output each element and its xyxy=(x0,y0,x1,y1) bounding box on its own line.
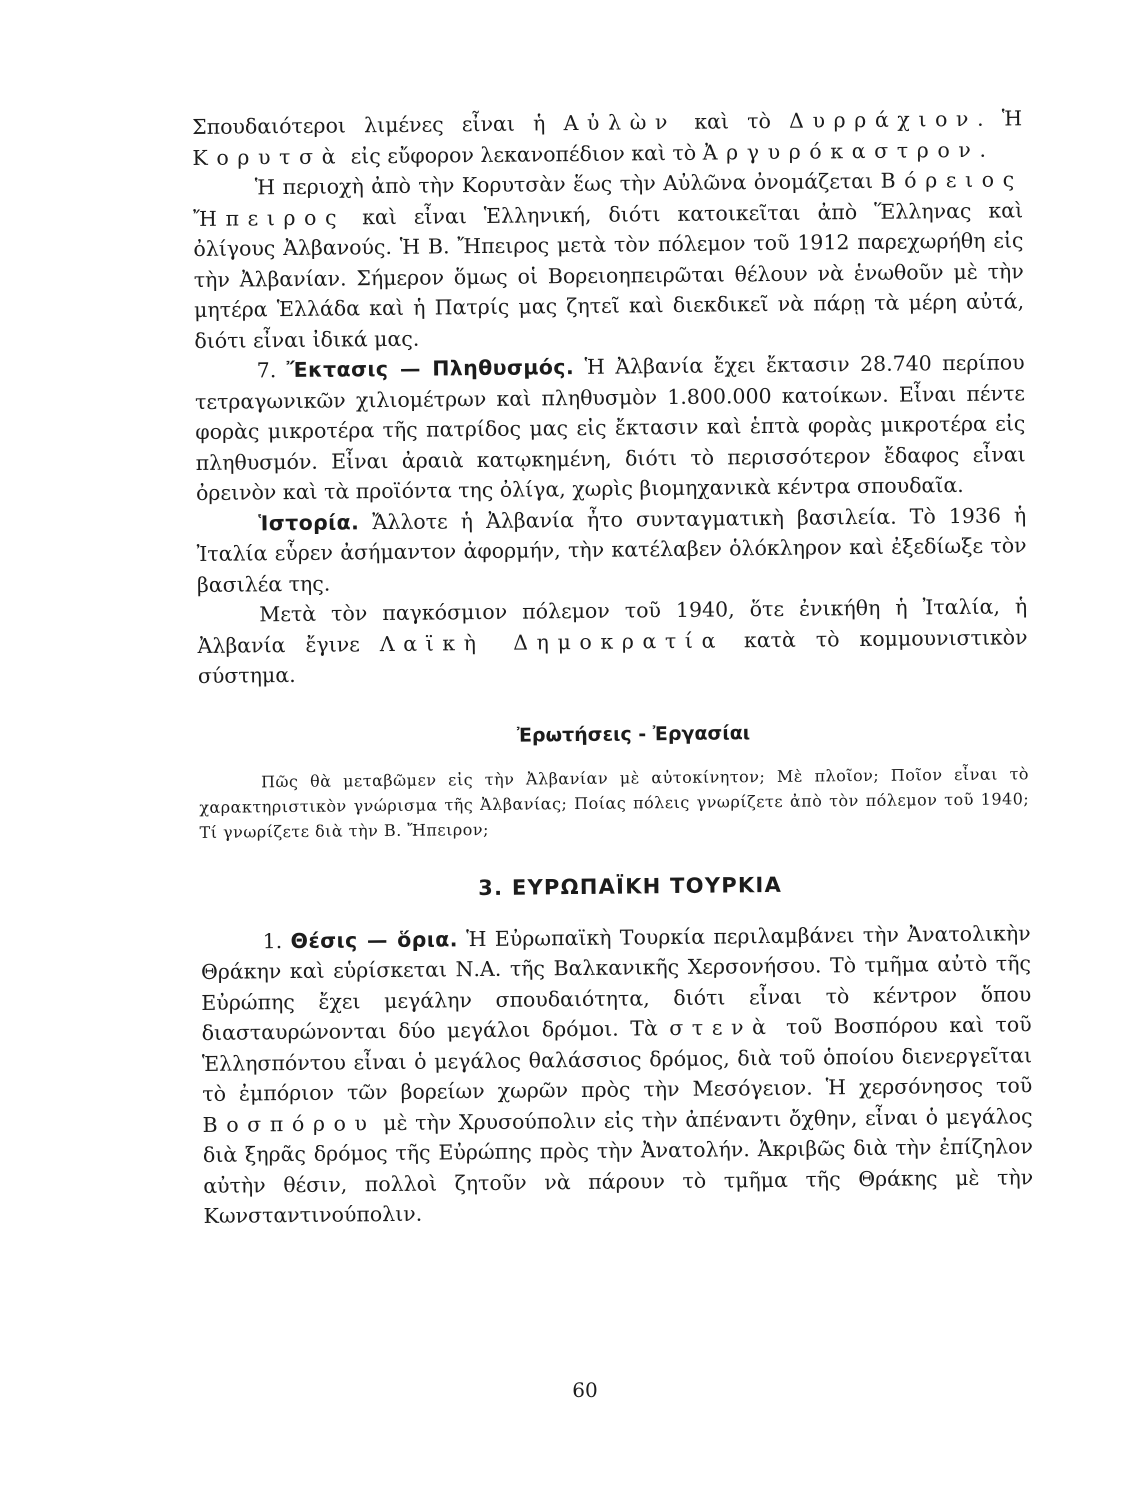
text-segment: . xyxy=(979,137,987,162)
text-segment: μὲ τὴν Χρυσούπολιν εἰς τὴν ἀπέναντι ὄχθην, εἶναι ὁ μεγάλος διὰ ξηρᾶς δρόμος τῆς Εὐρώπης πρὸς τὴν Ἀνατολήν. Ἀκριβῶς διὰ τὴν ἐπίζηλον αὐτὴν θέσιν, πολλοὶ ζητοῦν νὰ πάρουν τὸ τμῆμα τῆς Θράκης μὲ τὴν Κωνσταντινούπολιν. xyxy=(202,1103,1034,1228)
text-segment: καὶ εἶναι Ἑλληνική, διότι κατοικεῖται ἀπὸ Ἕλληνας καὶ ὀλίγους Ἀλβανούς. Ἡ Β. Ἤπειρος μετὰ τὸν πόλεμον τοῦ 1912 παρεχωρήθη εἰς τὴν Ἀλβανίαν. Σήμερον ὅμως οἱ Βορειοηπειρῶται θέλουν νὰ ἑνωθοῦν μὲ τὴν μητέρα Ἑλλάδα καὶ ἡ Πατρίς μας ζητεῖ καὶ διεκδικεῖ νὰ πάρῃ τὰ μέρη αὐτά, διότι εἶναι ἰδικά μας. xyxy=(193,197,1025,353)
paragraph-history xyxy=(196,500,1027,600)
text-segment: Ἡ Ἀλβανία ἔχει ἔκτασιν 28.740 περίπου τετραγωνικῶν χιλιομέτρων καὶ πληθυσμὸν 1.800.000 κατοίκων. Εἶναι πέντε φορὰς μικροτέρα τῆς πατρίδος μας εἰς ἔκτασιν καὶ ἑπτὰ φορὰς μικροτέρα εἰς πληθυσμόν. Εἶναι ἀραιὰ κατῳκημένη, διότι τὸ περισσότερον ἔδαφος εἶναι ὀρεινὸν καὶ τὰ προϊόντα της ὀλίγα, χωρὶς βιομηχανικὰ κέντρα σπουδαῖα. xyxy=(194,350,1026,505)
emphasized-place-bosporus: Βοσπόρου xyxy=(202,1110,376,1137)
subheading-position-borders: Θέσις — ὅρια. xyxy=(290,926,458,953)
emphasized-place-dyrrachion: Δυρράχιον xyxy=(788,106,978,133)
questions-text: Πῶς θὰ μεταβῶμεν εἰς τὴν Ἀλβανίαν μὲ αὐτοκίνητον; Μὲ πλοῖον; Ποῖον εἶναι τὸ χαρακτηριστικὸν γνώρισμα τῆς Ἀλβανίας; Ποίας πόλεις γνωρίζετε ἀπὸ τὸν πόλεμον τοῦ 1940; Τί γνωρίζετε διὰ τὴν Β. Ἤπειρον; xyxy=(199,763,1030,842)
emphasized-place-aulon: Αὐλὼν xyxy=(563,109,677,136)
text-segment: εἰς εὔφορον λεκανοπέδιον καὶ τὸ xyxy=(343,140,703,168)
paragraph-after-war xyxy=(197,591,1028,691)
text-segment: Μετὰ τὸν παγκόσμιον πόλεμον τοῦ 1940, ὅτε ἐνικήθη ἡ Ἰταλία, ἡ Ἀλβανία ἔγινε xyxy=(197,594,1028,658)
text-segment: κατὰ τὸ κομμουνιστικὸν σύστημα. xyxy=(197,624,1028,688)
section-number: 7. xyxy=(256,358,287,383)
emphasized-place-voreios-epirus: Βόρειος Ἤπειρος xyxy=(192,167,1023,231)
emphasized-place-korytsa: Κορυτσὰ xyxy=(192,143,345,170)
text-segment: Σπουδαιότεροι λιμένες εἶναι ἡ xyxy=(192,111,564,139)
section-number: 1. xyxy=(262,928,291,953)
page-body xyxy=(192,103,1034,1231)
emphasized-term-straits: στενὰ xyxy=(669,1014,775,1041)
emphasized-place-argyrokastron: Ἀργυρόκαστρον xyxy=(702,137,980,165)
text-segment: τοῦ Βοσπόρου καὶ τοῦ Ἑλλησπόντου εἶναι ὁ μεγάλος θαλάσσιος δρόμος, διὰ τοῦ ὁποίου διενεργεῖται τὸ ἐμπόριον τῶν βορείων χωρῶν πρὸς τὴν Μεσόγειον. Ἡ χερσόνησος τοῦ xyxy=(201,1012,1033,1106)
text-segment: καὶ τὸ xyxy=(675,108,790,134)
section-heading-european-turkey: 3. ΕΥΡΩΠΑΪΚΗ ΤΟΥΡΚΙΑ xyxy=(478,872,783,900)
page-number: 60 xyxy=(572,1378,598,1402)
text-segment: Ἡ Εὐρωπαϊκὴ Τουρκία περιλαμβάνει τὴν Ἀνατολικὴν Θράκην καὶ εὑρίσκεται Ν.Α. τῆς Βαλκανικῆς Χερσονήσου. Τὸ τμῆμα αὐτὸ τῆς Εὐρώπης ἔχει μεγάλην σπουδαιότητα, διότι εἶναι τὸ κέντρον ὅπου διασταυρώνονται δύο μεγάλοι δρόμοι. Τὰ xyxy=(200,920,1032,1045)
paragraph-position-borders xyxy=(201,918,1034,1232)
text-segment: Ἄλλοτε ἡ Ἀλβανία ἦτο συνταγματικὴ βασιλεία. Τὸ 1936 ἡ Ἰταλία εὗρεν ἀσήμαντον ἀφορμήν, τὴν κατέλαβεν ὁλόκληρον καὶ ἐξεδίωξε τὸν βασιλέα της. xyxy=(196,502,1027,597)
subheading-history: Ἱστορία. xyxy=(258,509,360,535)
paragraph-area-population xyxy=(195,347,1027,508)
text-segment: . Ἡ xyxy=(976,106,1023,131)
subheading-area-population: Ἔκτασις — Πληθυσμός. xyxy=(286,355,575,383)
paragraph-northern-epirus xyxy=(193,164,1025,356)
text-segment: Ἡ περιοχὴ ἀπὸ τὴν Κορυτσὰν ἕως τὴν Αὐλῶνα ὀνομάζεται xyxy=(254,168,881,200)
emphasized-term-peoples-republic: Λαϊκὴ Δημοκρατία xyxy=(379,627,725,656)
questions-title: Ἐρωτήσεις - Ἐργασίαι xyxy=(516,721,751,747)
paragraph-ports xyxy=(192,103,1023,173)
